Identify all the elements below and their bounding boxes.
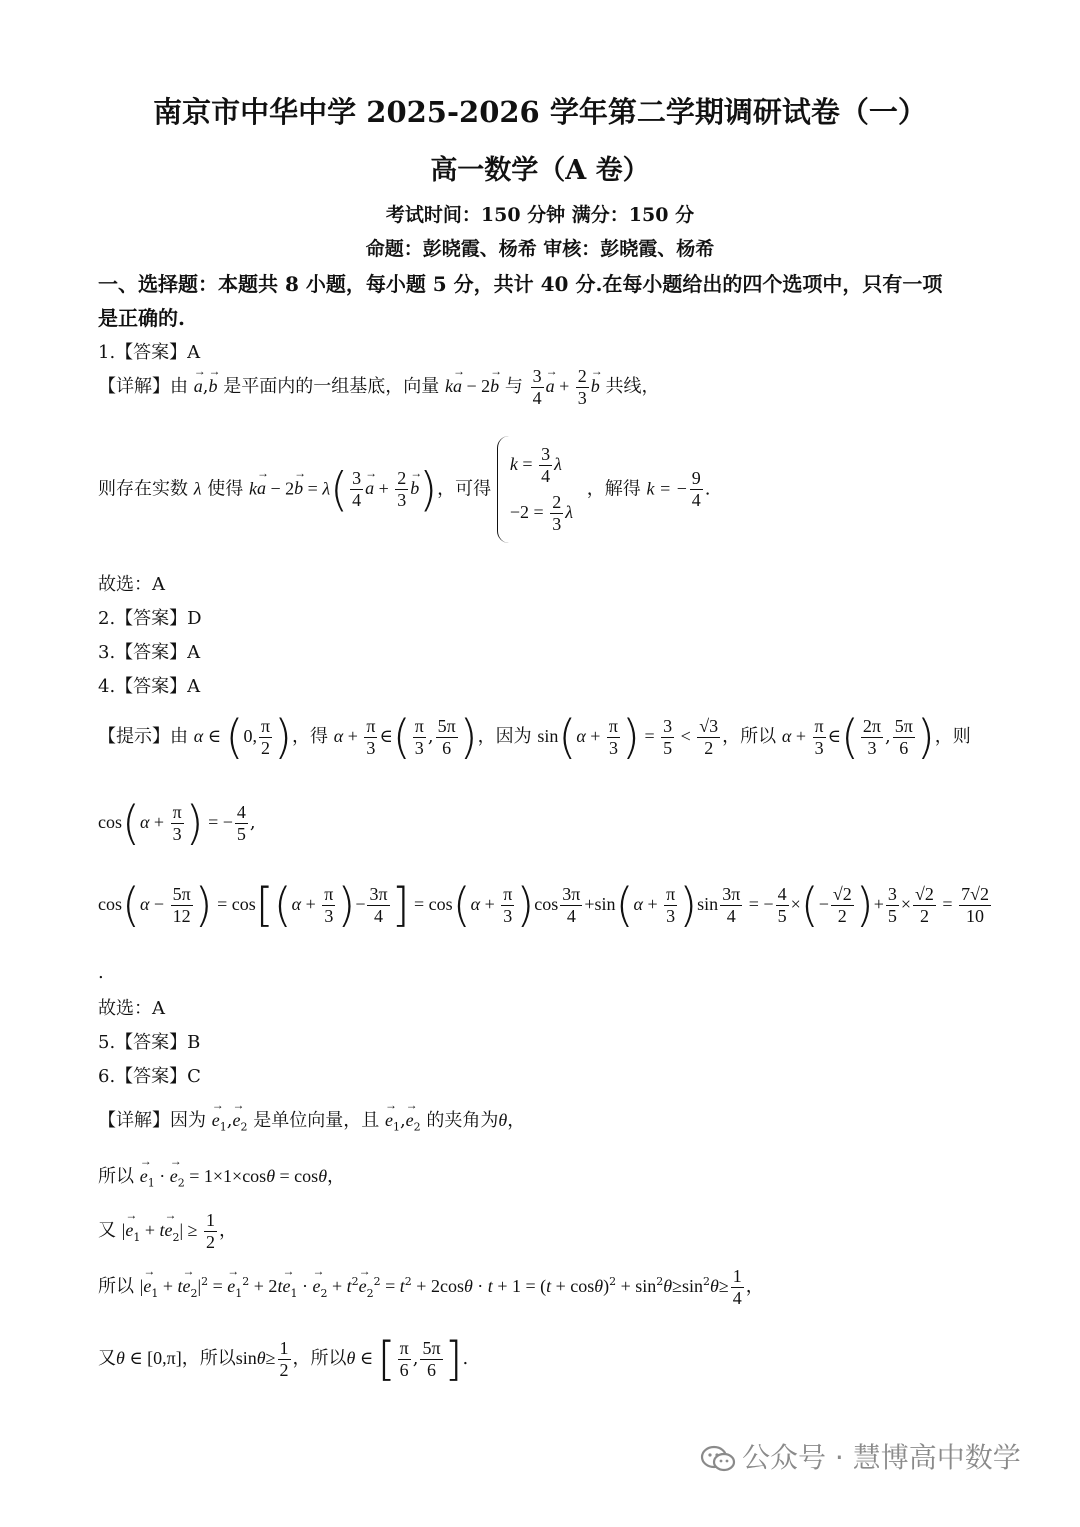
answer-q2: 2.【答案】D bbox=[98, 608, 202, 629]
q1-detail-line2: 则存在实数 λ 使得 k→ a − 2→ b = λ( $\frac{3}{4}$ → a + $\frac{2}{3}$ → b)，可得 k = $\frac{3}{4}$ λ −2 = $\frac{2}{3}$ λ ，解得 k = − $\frac{9}{4}$ . bbox=[98, 436, 711, 543]
exam-title: 南京市中华中学 2025-2026 学年第二学期调研试卷（一） bbox=[153, 95, 927, 129]
equation-system: k = $\frac{3}{4}$ λ −2 = $\frac{2}{3}$ λ bbox=[497, 436, 581, 543]
q6-detail-line4: 所以 |→ $e_1 + t\to e_2|^2$ = → $e_1^2 + 2t\to e_1$ · → $e_2 + t^2\to e_2^2 = t^2 + 2\cos\theta \cdot t + 1 = (t + \cos\theta)^2 + \sin^2\theta\ge\sin^2\theta\ge$ $\frac{1}{4}$ ， bbox=[98, 1266, 764, 1308]
q6-detail-line5: 又θ ∈ [0,π]，所以sinθ≥ $\frac{1}{2}$ ，所以θ ∈ [ $\frac{\pi}{6}$ , $\frac{5\pi}{6}$ ]. bbox=[98, 1332, 469, 1386]
q4-choice: 故选：A bbox=[98, 998, 165, 1019]
wechat-icon bbox=[700, 1445, 736, 1473]
exam-subtitle: 高一数学（A 卷） bbox=[430, 155, 650, 186]
q4-hint-line1: 【提示】由 α ∈ (0, $\frac{\pi}{2}$ )，得 α + $\frac{\pi}{3}$ ∈( $\frac{\pi}{3}$ , $\frac{5\pi}{6}$ )，因为 sin(α + $\frac{\pi}{3}$ ) = $\frac{3}{5}$ < $\frac{√3}{2}$ ，所以 α + $\frac{\pi}{3}$ ∈( $\frac{2\pi}{3}$ , $\frac{5\pi}{6}$ )，则 bbox=[98, 710, 971, 764]
watermark bbox=[700, 1436, 1021, 1476]
q4-hint-line2: cos(α + $\frac{\pi}{3}$ ) = − $\frac{4}{5}$ , bbox=[98, 796, 256, 850]
section-heading-line2: 是正确的. bbox=[98, 306, 185, 330]
answer-q3: 3.【答案】A bbox=[98, 642, 201, 663]
q6-detail-line2: 所以 → $e_1$ · → $e_2 = 1\times 1\times\cos\theta = \cos\theta$， bbox=[98, 1162, 345, 1190]
answer-q1: 1.【答案】A bbox=[98, 342, 201, 363]
section-heading-line1: 一、选择题：本题共 8 小题，每小题 5 分，共计 40 分.在每小题给出的四个选项中，只有一项 bbox=[98, 272, 943, 296]
answer-q5: 5.【答案】B bbox=[98, 1032, 201, 1053]
q1-detail-line1: 【详解】由 → a,→ b 是平面内的一组基底，向量 k→ a − 2→ b 与 $\frac{3}{4}$ → a + $\frac{2}{3}$ → b 共线， bbox=[98, 366, 659, 408]
answer-q4: 4.【答案】A bbox=[98, 676, 201, 697]
period-mark: . bbox=[98, 962, 104, 983]
q4-hint-line3: cos(α − $\frac{5\pi}{12}$ ) = cos[(α + $\frac{\pi}{3}$ )− $\frac{3\pi}{4}$ ] = cos(α + $\frac{\pi}{3}$ )cos $\frac{3\pi}{4}$ +sin(α + $\frac{\pi}{3}$ )sin $\frac{3\pi}{4}$ = − $\frac{4}{5}$ ×(− $\frac{√2}{2}$ )+ $\frac{3}{5}$ × $\frac{√2}{2}$ = $\frac{7√2}{10}$ bbox=[98, 878, 989, 932]
exam-authors: 命题：彭晓霞、杨希 审核：彭晓霞、杨希 bbox=[365, 238, 715, 260]
watermark-text: 公众号 · 慧博高中数学 bbox=[742, 1441, 1021, 1474]
q1-choice: 故选：A bbox=[98, 574, 165, 595]
q6-detail-line3: 又 |→ $e_1 + t\to e_2|$ ≥ $\frac{1}{2}$ ， bbox=[98, 1210, 237, 1252]
q6-detail-line1: 【详解】因为 → $e_1,\to e_2$ 是单位向量，且 → $e_1,\to e_2$ 的夹角为θ， bbox=[98, 1106, 525, 1134]
answer-q6: 6.【答案】C bbox=[98, 1066, 201, 1087]
exam-info: 考试时间：150 分钟 满分：150 分 bbox=[385, 204, 695, 226]
